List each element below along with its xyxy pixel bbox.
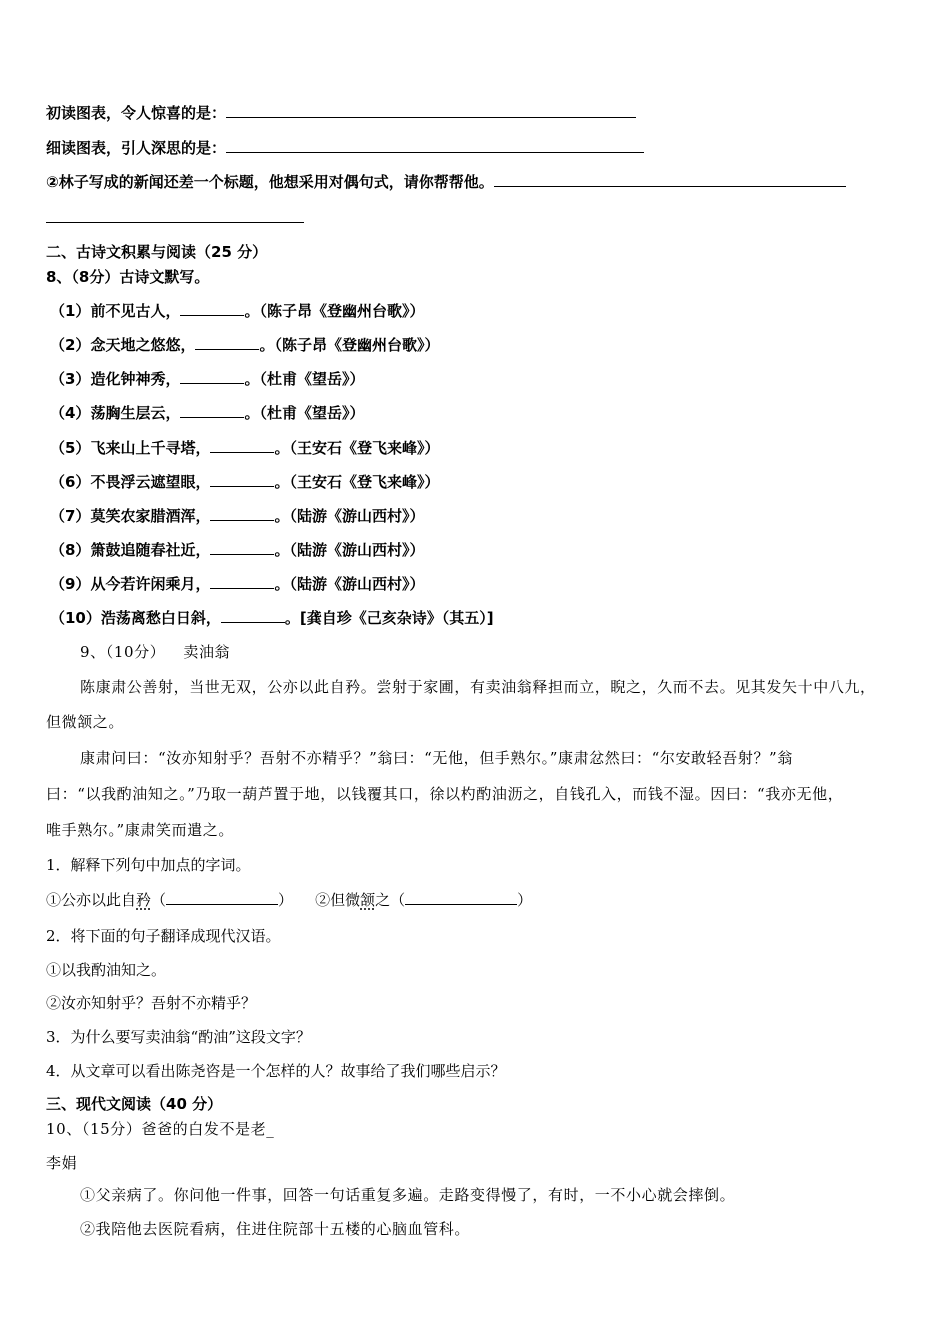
sub-question-1-items: ①公亦以此自矜（ ） ②但微颔之（ ） [46, 891, 533, 909]
question-first-read: 初读图表，令人惊喜的是： [46, 102, 636, 123]
poem-blank[interactable] [210, 505, 274, 521]
poem-blank[interactable] [195, 334, 259, 350]
poem-item: （9）从今若许闲乘月， 。（陆游《游山西村》） [50, 575, 425, 593]
poem-item: （1）前不见古人， 。（陈子昂《登幽州台歌》） [50, 302, 425, 320]
question-close-read: 细读图表，引人深思的是： [46, 137, 644, 158]
poem-item: （6）不畏浮云遮望眼， 。（王安石《登飞来峰》） [50, 473, 440, 491]
answer-blank[interactable] [226, 137, 644, 153]
poem-blank[interactable] [210, 471, 274, 487]
article-author: 李娟 [46, 1154, 78, 1172]
passage-line: 康肃问曰：“汝亦知射乎？吾射不亦精乎？”翁曰：“无他，但手熟尔。”康肃忿然曰：“尔安敢轻吾射？”翁 [80, 749, 793, 767]
sub-question-3: 3．为什么要写卖油翁“酌油”这段文字？ [46, 1028, 311, 1046]
poem-blank[interactable] [210, 573, 274, 589]
poem-blank[interactable] [180, 402, 244, 418]
poem-item: （3）造化钟神秀， 。（杜甫《望岳》） [50, 370, 365, 388]
poem-blank[interactable] [210, 437, 274, 453]
answer-blank[interactable] [226, 102, 636, 118]
poem-blank[interactable] [180, 300, 244, 316]
passage-title: 卖油翁 [183, 643, 231, 661]
article-paragraph: ①父亲病了。你问他一件事，回答一句话重复多遍。走路变得慢了，有时，一不小心就会摔倒。 [80, 1186, 736, 1204]
question-8-heading: 8、（8分）古诗文默写。 [46, 268, 210, 286]
question-10-heading: 10、（15分）爸爸的白发不是老_ [46, 1120, 275, 1138]
sub-question-2a: ①以我酌油知之。 [46, 961, 167, 979]
poem-item: （10）浩荡离愁白日斜， 。[龚自珍《己亥杂诗》（其五）] [50, 609, 494, 627]
passage-line: 陈康肃公善射，当世无双，公亦以此自矜。尝射于家圃，有卖油翁释担而立，睨之，久而不去。见其发矢十中八九， [80, 678, 876, 696]
poem-item: （8）箫鼓追随春社近， 。（陆游《游山西村》） [50, 541, 425, 559]
poem-item: （4）荡胸生层云， 。（杜甫《望岳》） [50, 404, 365, 422]
answer-blank[interactable] [166, 889, 278, 905]
passage-line: 唯手熟尔。”康肃笑而遣之。 [46, 821, 234, 839]
sub-question-2b: ②汝亦知射乎？吾射不亦精乎？ [46, 994, 257, 1012]
question-9-heading: 9、（10分） 卖油翁 [80, 643, 231, 661]
section-2-heading: 二、古诗文积累与阅读（25 分） [46, 243, 268, 261]
sub-question-2: 2．将下面的句子翻译成现代汉语。 [46, 927, 281, 945]
poem-blank[interactable] [210, 539, 274, 555]
answer-blank[interactable] [494, 171, 846, 187]
passage-line: 曰：“以我酌油知之。”乃取一葫芦置于地，以钱覆其口，徐以杓酌油沥之，自钱孔入，而钱不湿。因曰：“我亦无他， [46, 785, 844, 803]
poem-blank[interactable] [221, 607, 285, 623]
answer-line[interactable] [46, 222, 304, 223]
answer-blank[interactable] [405, 889, 517, 905]
sub-question-4: 4．从文章可以看出陈尧咨是一个怎样的人？故事给了我们哪些启示？ [46, 1062, 506, 1080]
section-3-heading: 三、现代文阅读（40 分） [46, 1095, 223, 1113]
question-news-title: ②林子写成的新闻还差一个标题，他想采用对偶句式，请你帮帮他。 [46, 171, 846, 192]
poem-item: （5）飞来山上千寻塔， 。（王安石《登飞来峰》） [50, 439, 440, 457]
sub-question-1: 1．解释下列句中加点的字词。 [46, 856, 251, 874]
poem-item: （2）念天地之悠悠， 。（陈子昂《登幽州台歌》） [50, 336, 440, 354]
article-paragraph: ②我陪他去医院看病，住进住院部十五楼的心脑血管科。 [80, 1220, 471, 1238]
poem-item: （7）莫笑农家腊酒浑， 。（陆游《游山西村》） [50, 507, 425, 525]
passage-line: 但微颔之。 [46, 713, 125, 731]
poem-blank[interactable] [180, 368, 244, 384]
